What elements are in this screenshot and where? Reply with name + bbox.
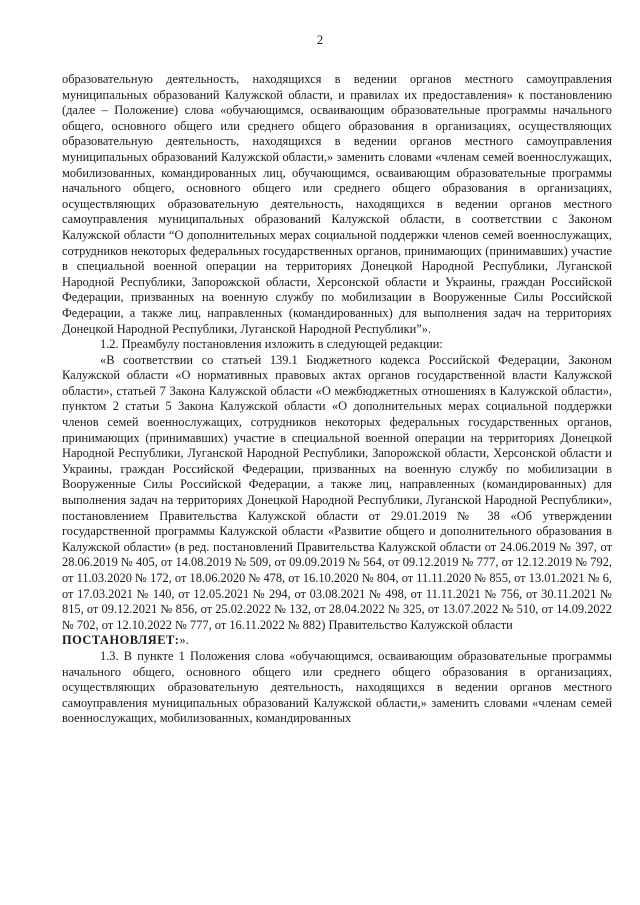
preamble-text: «В соответствии со статьей 139.1 Бюджетного кодекса Российской Федерации, Законом Калужской области «О нормативных правовых актах органов государственной власти Калужской области», статьей 7 Закона Калужской области «О межбюджетных отношениях в Калужской области», пунктом 2 статьи 5 Закона Калужской области «О дополнительных мерах социальной поддержки членов семей военнослужащих, сотрудников некоторых федеральных государственных органов, принимающих (принимавших) участие в специальной военной операции на территориях Донецкой Народной Республики, Луганской Народной Республики, Запорожской области, Херсонской области и Украины, граждан Российской Федерации, призванных на военную службу по мобилизации в Вооруженные Силы Российской Федерации, а также лиц, направленных (командированных) для выполнения задач на территориях Донецкой Народной Республики, Луганской Народной Республики», постановлением Правительства Калужской области от 29.01.2019 № 38 «Об утверждении государственной программы Калужской области «Развитие общего и дополнительного образования в Калужской области» (в ред. постановлений Правительства Калужской области от 24.06.2019 № 397, от 28.06.2019 № 405, от 14.08.2019 № 509, от 09.09.2019 № 564, от 09.12.2019 № 777, от 12.12.2019 № 792, от 11.03.2020 № 172, от 18.06.2020 № 478, от 16.10.2020 № 804, от 11.11.2020 № 855, от 13.01.2021 № 6, от 17.03.2021 № 140, от 12.05.2021 № 294, от 03.08.2021 № 498, от 11.11.2021 № 756, от 30.11.2021 № 815, от 09.12.2021 № 856, от 25.02.2022 № 132, от 28.04.2022 № 325, от 13.07.2022 № 510, от 14.09.2022 № 702, от 12.10.2022 № 777, от 16.11.2022 № 882) Правительство Калужской области	[62, 352, 612, 632]
paragraph-1-2-heading: 1.2. Преамбулу постановления изложить в следующей редакции:	[100, 337, 443, 352]
page-number: 2	[316, 32, 324, 47]
paragraph-1-continuation: образовательную деятельность, находящихся в ведении органов местного самоуправления муниципальных образований Калужской области, и правилах их предоставления» к постановлению (далее – Положение) слова «обучающимся, осваивающим образовательные программы начального общего, основного общего или среднего общего образования в организациях, осуществляющих образовательную деятельность, находящихся в ведении органов местного самоуправления муниципальных образований Калужской области,» заменить словами «членам семей военнослужащих, мобилизованных, командированных лиц, обучающимся, осваивающим образовательные программы начального общего, основного общего или среднего общего образования в организациях, осуществляющих образовательную деятельность, находящихся в ведении органов местного самоуправления муниципальных образований Калужской области, в соответствии с Законом Калужской области “О дополнительных мерах социальной поддержки членов семей военнослужащих, сотрудников некоторых федеральных государственных органов, принимающих (принимавших) участие в специальной военной операции на территориях Донецкой Народной Республики, Луганской Народной Республики, Запорожской области, Херсонской области и Украины, граждан Российской Федерации, призванных на военную службу по мобилизации в Вооруженные Силы Российской Федерации, а также лиц, направленных (командированных) для выполнения задач на территориях Донецкой Народной Республики, Луганской Народной Республики”».	[62, 72, 612, 336]
document-body	[62, 72, 612, 727]
paragraph-1-3: 1.3. В пункте 1 Положения слова «обучающимся, осваивающим образовательные программы начального общего, основного общего или среднего общего образования в организациях, осуществляющих образовательную деятельность, находящихся в ведении органов местного самоуправления муниципальных образований Калужской области,» заменить словами «членам семей военнослужащих, мобилизованных, командированных	[62, 648, 612, 726]
preamble-tail: ».	[179, 633, 189, 648]
preamble-bold-resolves: ПОСТАНОВЛЯЕТ:	[62, 633, 180, 648]
paragraph-preamble	[62, 353, 612, 649]
